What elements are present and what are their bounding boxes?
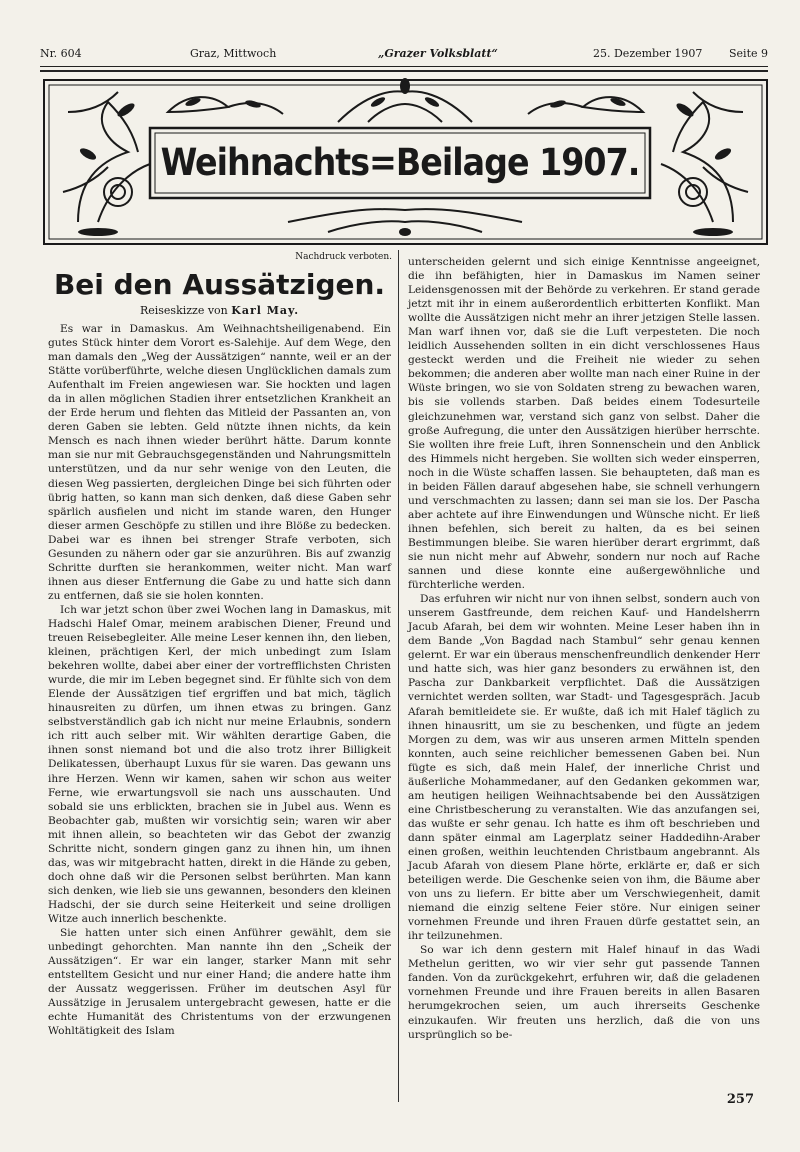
supplement-banner — [38, 72, 773, 248]
paragraph: unterscheiden gelernt und sich einige Kenntnisse angeeignet, die ihn befähigten, hier in Damaskus im Namen seiner Leidensgenossen mit der Behörde zu verkehren. Er stand gerade jetzt mit ihr in einem außerordentlich erbitterten Konflikt. Man wollte die Aussätzigen nicht mehr an ihrer jetzigen Stelle lassen. Man warf ihnen vor, daß sie die Luft verpesteten. Die noch leidlich Aussehenden sollten in ein dicht verschlossenes Haus gesteckt werden und die Freiheit nie wieder zu sehen bekommen; die anderen aber wollte man nach einer Ruine in der Wüste bringen, wo sie von Soldaten streng zu bewachen waren, bis sie vollends starben. Daß beides einem Todesurteile gleichzunehmen war, verstand sich ganz von selbst. Daher die große Aufregung, die unter den Aussätzigen hierüber herrschte. Sie wollten ihre freie Luft, ihren Sonnenschein und den Anblick des Himmels nicht hergeben. Sie wollten sich weder einsperren, noch in die Wüste schaffen lassen. Sie behaupteten, daß man es in beiden Fällen darauf abgesehen habe, sie schnell verhungern und verschmachten zu lassen; dann sei man sie los. Der Pascha aber achtete auf ihre Einwendungen und Wünsche nicht. Er ließ ihnen befehlen, sich bereit zu halten, da es bei seinen Bestimmungen bleibe. Sie waren hierüber derart ergrimmt, daß sie nun nicht mehr auf Abwehr, sondern nur noch auf Rache sannen und diese konnte eine außergewöhnliche und fürchterliche werden. — [408, 256, 760, 592]
column-divider — [398, 250, 399, 1102]
left-column — [48, 322, 391, 1038]
issue-date: 25. Dezember 1907 — [593, 47, 703, 60]
paragraph: Ich war jetzt schon über zwei Wochen lang in Damaskus, mit Hadschi Halef Omar, meinem arabischen Diener, Freund und treuen Reisebegleiter. Alle meine Leser kennen ihn, den lieben, kleinen, prächtigen Kerl, der mich unbedingt zum Islam bekehren wollte, dabei aber einer der vortrefflichsten Christen wurde, die mir im Leben begegnet sind. Er fühlte sich von dem Elende der Aussätzigen tief ergriffen und bat mich, täglich hinausreiten zu dürfen, um ihnen etwas zu bringen. Ganz selbstverständlich gab ich nicht nur meine Erlaubnis, sondern ich ritt auch selber mit. Wir wählten derartige Gaben, die ihnen sonst niemand bot und die also trotz ihrer Billigkeit Delikatessen, überhaupt Luxus für sie waren. Das gewann uns ihre Herzen. Wenn wir kamen, sahen wir schon aus weiter Ferne, wie erwartungsvoll sie nach uns ausschauten. Und sobald sie uns erblickten, brachen sie in Jubel aus. Wenn es Beobachter gab, mußten wir vorsichtig sein; waren wir aber mit ihnen allein, so beachteten wir das Gebot der zwanzig Schritte nicht, sondern gingen ganz zu ihnen hin, um ihnen das, was wir mitgebracht hatten, direkt in die Hände zu geben, doch ohne daß wir die Personen selbst berührten. Man kann sich denken, wie lieb sie uns gewannen, besonders den kleinen Hadschi, der sie durch seine Heiterkeit und seine drolligen Witze auch innerlich beschenkte. — [48, 603, 391, 925]
paragraph: Es war in Damaskus. Am Weihnachtsheiligenabend. Ein gutes Stück hinter dem Vorort es-Salehije. Auf dem Wege, den man damals den „Weg der Aussätzigen“ nannte, weil er an der Stätte vorüberführte, welche diesen Unglücklichen damals zum Aufenthalt im Freien angewiesen war. Sie hockten und lagen da in allen möglichen Stadien ihrer entsetzlichen Krankheit an der Erde herum und flehten das Mitleid der Passanten an, von deren Gaben sie lebten. Geld nützte ihnen nichts, da kein Mensch es nach ihnen wieder berührt hätte. Darum konnte man sie nur mit Gebrauchsgegenständen und Nahrungsmitteln unterstützen, und da nur sehr wenige von den Leuten, die diesen Weg passierten, dergleichen Dinge bei sich führten oder übrig hatten, so kann man sich denken, daß diese Gaben sehr spärlich ausfielen und nicht im stande waren, den Hunger dieser armen Geschöpfe zu stillen und ihre Blöße zu bedecken. Dabei war es ihnen bei strenger Strafe verboten, sich Gesunden zu nähern oder gar sie anzurühren. Bis auf zwanzig Schritte durften sie herankommen, weiter nicht. Man warf ihnen aus dieser Entfernung die Gabe zu und hatte sich dann zu entfernen, daß sie sie holen konnten. — [48, 323, 391, 602]
paragraph: Das erfuhren wir nicht nur von ihnen selbst, sondern auch von unserem Gastfreunde, dem reichen Kauf- und Handelsherrn Jacub Afarah, bei dem wir wohnten. Meine Leser haben ihn in dem Bande „Von Bagdad nach Stambul“ sehr genau kennen gelernt. Er war ein überaus menschenfreundlich denkender Herr und hatte sich, was hier ganz besonders zu erwähnen ist, den Pascha zur Dankbarkeit verpflichtet. Daß die Aussätzigen vernichtet werden sollten, war Stadt- und Tagesgespräch. Jacub Afarah bemitleidete sie. Er wußte, daß ich mit Halef täglich zu ihnen hinausritt, um sie zu beschenken, und fügte an jedem Morgen zu dem, was wir aus unseren armen Mitteln spenden konnten, auch seine reichlicher bemessenen Gaben bei. Nun fügte es sich, daß mein Halef, der innerliche Christ und äußerliche Mohammedaner, auf den Gedanken gekommen war, am heutigen heiligen Weihnachtsabende bei den Aussätzigen eine Christbescherung zu veranstalten. Wie das anzufangen sei, das wußte er sehr genau. Ich hatte es ihm oft beschrieben und dann später einmal am Lagerplatz seiner Haddedihn-Araber einen großen, weithin leuchtenden Christbaum angebrannt. Als Jacub Afarah von diesem Plane hörte, erklärte er, daß er sich beteiligen werde. Die Geschenke seien von ihm, die Bäume aber von uns zu liefern. Er bitte aber um Verschwiegenheit, damit niemand die einzig seltene Feier störe. Nur einigen seiner vornehmen Freunde und ihren Frauen dürfe gestattet sein, an ihr teilzunehmen. — [408, 593, 760, 943]
article-subtitle — [48, 304, 391, 318]
supplement-title: Weihnachts=Beilage 1907. — [160, 141, 640, 184]
header-rule — [40, 66, 768, 67]
paragraph: Sie hatten unter sich einen Anführer gewählt, dem sie unbedingt gehorchten. Man nannte ihn den „Scheik der Aussätzigen“. Er war ein langer, starker Mann mit sehr entstelltem Gesicht und nur einer Hand; die andere hatte ihm der Aussatz weggerissen. Früher im deutschen Asyl für Aussätzige in Jerusalem untergebracht gewesen, hatte er die echte Humanität des Christentums von der erzwungenen Wohltätigkeit des Islam — [48, 927, 391, 1038]
right-column — [408, 255, 760, 1042]
page-label: Seite 9 — [729, 47, 768, 60]
reprint-notice: Nachdruck verboten. — [295, 252, 392, 262]
newspaper-name: „Grazer Volksblatt“ — [378, 47, 498, 60]
article-title: Bei den Aussätzigen. — [53, 268, 386, 301]
article-author: Karl May. — [231, 304, 300, 317]
subtitle-prefix: Reiseskizze von — [139, 304, 228, 317]
running-header — [40, 45, 768, 63]
paragraph: So war ich denn gestern mit Halef hinauf in das Wadi Methelun geritten, wo wir vier sehr gut passende Tannen fanden. Von da zurückgekehrt, erfuhren wir, daß die geladenen vornehmen Freunde und ihre Frauen bereits in allen Basaren herumgekrochen seien, um auch ihrerseits Geschenke einzukaufen. Wir freuten uns herzlich, daß die von uns ursprünglich so be- — [408, 944, 760, 1041]
issue-number: Nr. 604 — [40, 47, 82, 60]
page-number: 257 — [726, 1092, 754, 1107]
place-weekday: Graz, Mittwoch — [190, 47, 277, 60]
